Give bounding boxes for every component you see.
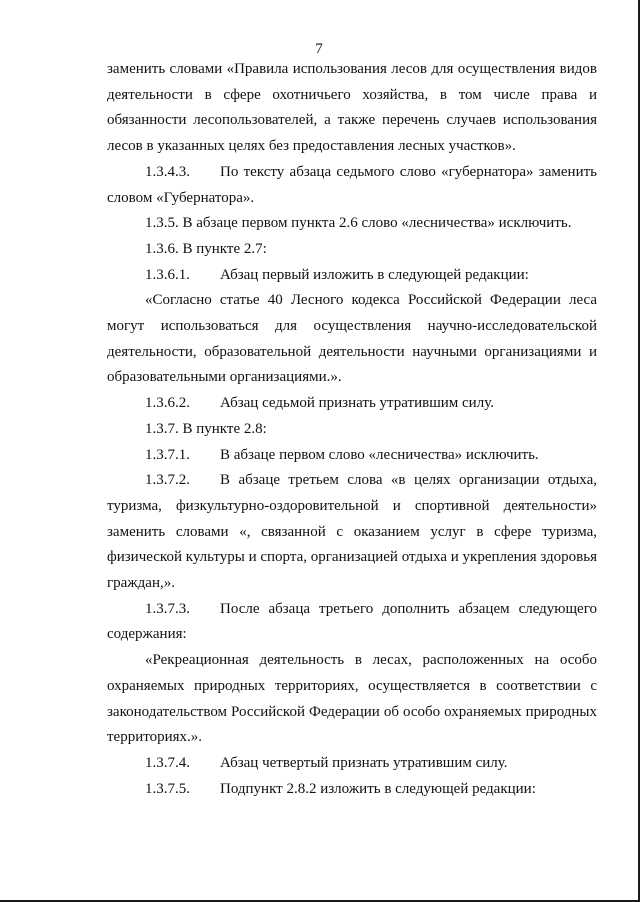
- paragraph-text: В абзаце первом слово «лесничества» исключить.: [220, 446, 539, 463]
- paragraph: [107, 417, 597, 443]
- paragraph-text: 1.3.7. В пункте 2.8:: [145, 420, 267, 437]
- clause-number: 1.3.7.4.: [145, 754, 190, 771]
- clause-number: 1.3.6.2.: [145, 395, 190, 412]
- paragraph-text: 1.3.5. В абзаце первом пункта 2.6 слово «лесничества» исключить.: [145, 215, 572, 232]
- paragraph-text: По тексту абзаца седьмого слово «губернатора» заменить словом «Губернатора».: [107, 163, 597, 206]
- paragraph: [107, 751, 597, 777]
- paragraph-text: Подпункт 2.8.2 изложить в следующей редакции:: [220, 780, 536, 797]
- document-body: [107, 57, 597, 802]
- page-number: 7: [315, 41, 323, 57]
- paragraph-text: После абзаца третьего дополнить абзацем следующего содержания:: [107, 600, 597, 643]
- paragraph: [107, 391, 597, 417]
- paragraph: [107, 777, 597, 803]
- paragraph: [107, 237, 597, 263]
- paragraph: [107, 288, 597, 391]
- paragraph: [107, 263, 597, 289]
- clause-number: 1.3.7.1.: [145, 446, 190, 463]
- paragraph-text: «Согласно статье 40 Лесного кодекса Российской Федерации леса могут использоваться для осуществления научно-исследовательской деятельности, образовательной деятельности научными организациями и образовательными организациями.».: [107, 292, 597, 386]
- clause-number: 1.3.6.1.: [145, 266, 190, 283]
- paragraph: [107, 468, 597, 597]
- paragraph: [107, 443, 597, 469]
- clause-number: 1.3.7.2.: [145, 472, 190, 489]
- paragraph-text: Абзац седьмой признать утратившим силу.: [220, 395, 494, 412]
- clause-number: 1.3.7.3.: [145, 600, 190, 617]
- paragraph-text: В абзаце третьем слова «в целях организации отдыха, туризма, физкультурно-оздоровительной и спортивной деятельности» заменить словами «, связанной с оказанием услуг в сфере туризма, физической культуры и спорта, организацией отдыха и укрепления здоровья граждан,».: [107, 472, 597, 592]
- paragraph-text: Абзац первый изложить в следующей редакции:: [220, 266, 529, 283]
- clause-number: 1.3.4.3.: [145, 163, 190, 180]
- paragraph: [107, 211, 597, 237]
- paragraph-text: «Рекреационная деятельность в лесах, расположенных на особо охраняемых природных территориях, осуществляется в соответствии с законодательством Российской Федерации об особо охраняемых природных территориях.».: [107, 652, 597, 746]
- paragraph: [107, 648, 597, 751]
- clause-number: 1.3.7.5.: [145, 780, 190, 797]
- paragraph: [107, 160, 597, 211]
- paragraph: [107, 597, 597, 648]
- paragraph: [107, 57, 597, 160]
- paragraph-text: 1.3.6. В пункте 2.7:: [145, 240, 267, 257]
- paragraph-text: заменить словами «Правила использования лесов для осуществления видов деятельности в сфере охотничьего хозяйства, в том числе права и обязанности лесопользователей, а также перечень случаев использования лесов в указанных целях без предоставления лесных участков».: [107, 61, 597, 155]
- paragraph-text: Абзац четвертый признать утратившим силу.: [220, 754, 508, 771]
